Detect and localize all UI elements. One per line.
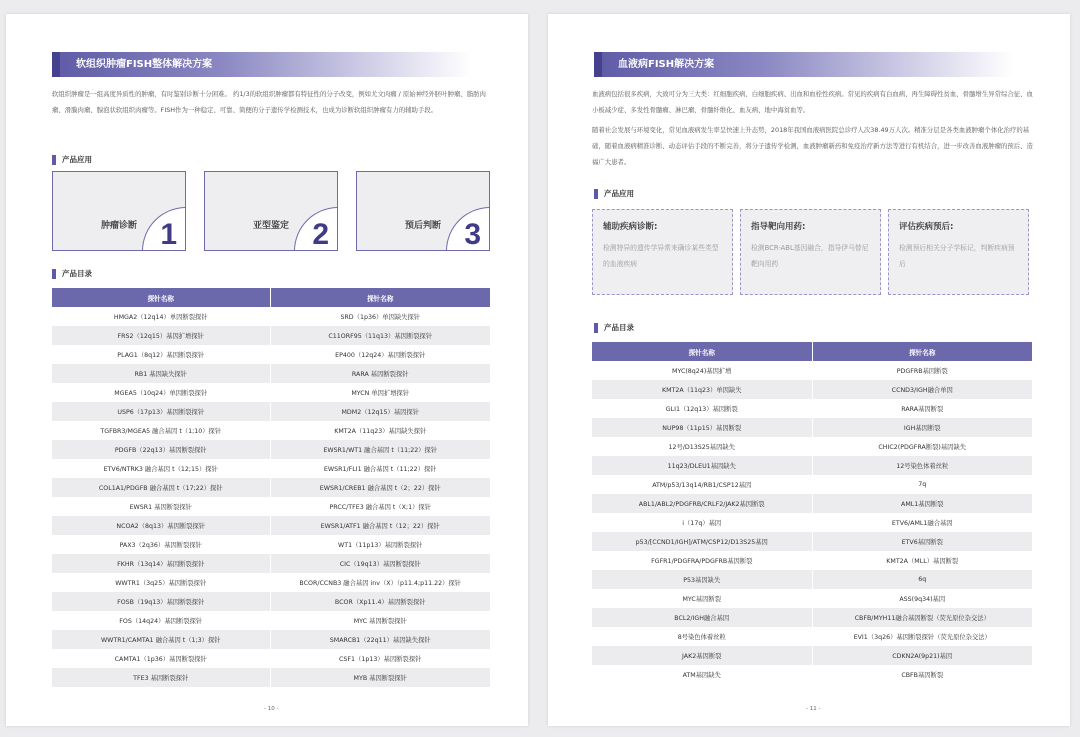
table-cell: FRS2（12q15）基因扩增探针 bbox=[52, 326, 270, 345]
table-cell: CDKN2A(9p21)基因 bbox=[812, 646, 1032, 665]
app-card-prognosis bbox=[356, 171, 490, 251]
table-cell: USP6（17p13）基因断裂探针 bbox=[52, 402, 270, 421]
table-cell: MDM2（12q15）基因探针 bbox=[270, 402, 490, 421]
table-row bbox=[52, 364, 490, 383]
table-cell: BCOR（Xp11.4）基因断裂探针 bbox=[270, 592, 490, 611]
app-card-label: 亚型鉴定 bbox=[252, 221, 289, 231]
table-row bbox=[592, 494, 1032, 513]
table-cell: P53基因缺失 bbox=[592, 570, 812, 589]
table-cell: C11ORF95（11q13）基因断裂探针 bbox=[270, 326, 490, 345]
table-cell: SMARCB1（22q11）基因缺失探针 bbox=[270, 630, 490, 649]
table-row bbox=[592, 665, 1032, 684]
table-cell: CIC（19q13）基因断裂探针 bbox=[270, 554, 490, 573]
table-cell: ETV6/AML1融合基因 bbox=[812, 513, 1032, 532]
table-cell: KMT2A（11q23）单因缺失 bbox=[592, 380, 812, 399]
table-row bbox=[52, 592, 490, 611]
table-cell: AML1基因断裂 bbox=[812, 494, 1032, 513]
section-heading-applications: 产品应用 bbox=[52, 154, 92, 166]
table-cell: ETV6基因断裂 bbox=[812, 532, 1032, 551]
table-cell: EWSR1/CREB1 融合基因 t（2；22）探针 bbox=[270, 478, 490, 497]
app-card-label: 肿瘤诊断 bbox=[100, 221, 137, 231]
table-row bbox=[52, 535, 490, 554]
page-title: 软组织肿瘤FISH整体解决方案 bbox=[52, 52, 472, 77]
table-cell: EWSR1/FLI1 融合基因 t（11;22）探针 bbox=[270, 459, 490, 478]
table-cell: PLAG1（8q12）基因断裂探针 bbox=[117, 352, 205, 359]
app-card-subtype bbox=[204, 171, 338, 251]
table-cell: ASS(9q34)基因 bbox=[812, 589, 1032, 608]
table-cell: FOS（14q24）基因断裂探针 bbox=[119, 618, 203, 625]
left-page bbox=[6, 14, 528, 726]
table-row bbox=[52, 459, 490, 478]
table-cell: KMT2A（MLL）基因断裂 bbox=[812, 551, 1032, 570]
table-cell: BCL2/IGH融合基因 bbox=[592, 608, 812, 627]
table-cell: ATM/p53/13q14/RB1/CSP12基因 bbox=[652, 482, 752, 489]
table-cell: RARA 基因断裂探针 bbox=[270, 364, 490, 383]
section-heading-catalog: 产品目录 bbox=[52, 268, 92, 280]
right-page bbox=[548, 14, 1070, 726]
column-header: 探针名称 bbox=[52, 288, 270, 307]
table-cell: EWSR1/WT1 融合基因 t（11;22）探针 bbox=[270, 440, 490, 459]
table-row bbox=[52, 440, 490, 459]
table-cell: 12号/D13S25基因缺失 bbox=[668, 444, 735, 451]
table-row bbox=[592, 551, 1032, 570]
table-cell: PDGFRB基因断裂 bbox=[812, 361, 1032, 380]
table-row bbox=[592, 589, 1032, 608]
table-cell: EVI1（3q26）基因断裂探针（荧光原位杂交法） bbox=[812, 627, 1032, 646]
table-cell: 6q bbox=[812, 570, 1032, 589]
app-card-number: 1 bbox=[160, 218, 177, 251]
table-cell: NUP98（11p15）基因断裂 bbox=[592, 418, 812, 437]
table-cell: FKHR（13q14）基因断裂探针 bbox=[52, 554, 270, 573]
app-card-prognosis bbox=[888, 209, 1029, 295]
table-cell: IGH基因断裂 bbox=[812, 418, 1032, 437]
app-card-label: 预后判断 bbox=[404, 221, 441, 231]
table-cell: 11q23/DLEU1基因缺失 bbox=[592, 456, 812, 475]
table-cell: FOSB（19q13）基因断裂探针 bbox=[52, 592, 270, 611]
table-cell: CBFB基因断裂 bbox=[812, 665, 1032, 684]
table-cell: WWTR1/CAMTA1 融合基因 t（1;3）探针 bbox=[52, 630, 270, 649]
table-row bbox=[592, 380, 1032, 399]
table-cell: WWTR1（3q25）基因断裂探针 bbox=[115, 580, 207, 587]
table-cell: TGFBR3/MGEA5 融合基因 t（1;10）探针 bbox=[100, 428, 222, 435]
table-row bbox=[592, 456, 1032, 475]
table-row bbox=[52, 668, 490, 687]
page-number: - 11 - bbox=[806, 706, 821, 712]
page-number: - 10 - bbox=[264, 706, 279, 712]
probe-table bbox=[52, 288, 490, 687]
app-card-title: 指导靶向用药: bbox=[751, 222, 806, 232]
table-row bbox=[52, 554, 490, 573]
table-row bbox=[592, 646, 1032, 665]
table-row bbox=[592, 513, 1032, 532]
table-cell: CBFB/MYH11融合基因断裂（荧光原位杂交法） bbox=[812, 608, 1032, 627]
table-cell: NCOA2（8q13）基因断裂探针 bbox=[52, 516, 270, 535]
column-header: 探针名称 bbox=[812, 342, 1032, 361]
table-row bbox=[592, 570, 1032, 589]
table-row bbox=[592, 627, 1032, 646]
table-cell: ATM基因缺失 bbox=[682, 672, 721, 679]
table-cell: COL1A1/PDGFB 融合基因 t（17;22）探针 bbox=[52, 478, 270, 497]
table-row bbox=[592, 361, 1032, 380]
table-cell: SRD（1p36）单因缺失探针 bbox=[270, 307, 490, 326]
table-row bbox=[52, 630, 490, 649]
table-row bbox=[52, 611, 490, 630]
table-cell: RARA基因断裂 bbox=[812, 399, 1032, 418]
intro-paragraph: 软组织肿瘤是一组高度异质性的肿瘤，有时鉴别诊断十分困难。 约1/3的软组织肿瘤都有特征性的分子改变，例如尤文肉瘤 / 原始神经外胚叶肿瘤、脂肪肉瘤、滑膜肉瘤、腺泡状软组织肉瘤等。FISH作为一种稳定、可靠、简便的分子遗传学检测技术，也成为诊断软组织肿瘤有力的辅助手段。 bbox=[52, 90, 486, 114]
table-cell: 7q bbox=[812, 475, 1032, 494]
table-cell: MYB 基因断裂探针 bbox=[270, 668, 490, 687]
table-cell: ABL1/ABL2/PDGFRB/CRLF2/JAK2基因断裂 bbox=[592, 494, 812, 513]
table-row bbox=[52, 345, 490, 364]
table-cell: 8号染色体着丝粒 bbox=[677, 634, 726, 641]
table-cell: CSF1（1p13）基因断裂探针 bbox=[270, 649, 490, 668]
app-card-targeted-drug bbox=[740, 209, 881, 295]
table-cell: MYC基因断裂 bbox=[682, 596, 722, 603]
table-cell: p53/[CCND1/IGH]/ATM/CSP12/D13S25基因 bbox=[592, 532, 812, 551]
table-cell: EWSR1/ATF1 融合基因 t（12；22）探针 bbox=[270, 516, 490, 535]
app-card-number: 2 bbox=[312, 218, 329, 251]
app-card-title: 评估疾病预后: bbox=[899, 222, 954, 232]
table-row bbox=[592, 475, 1032, 494]
app-card-desc: 检测特异的遗传学异常来确诊某些类型的血液疾病 bbox=[603, 244, 719, 268]
table-cell: 12号染色体着丝粒 bbox=[812, 456, 1032, 475]
app-card-diagnosis bbox=[52, 171, 186, 251]
table-row bbox=[52, 421, 490, 440]
table-row bbox=[52, 516, 490, 535]
table-row bbox=[52, 478, 490, 497]
table-cell: PDGFB（22q13）基因断裂探针 bbox=[52, 440, 270, 459]
table-row bbox=[52, 649, 490, 668]
app-card-title: 辅助疾病诊断: bbox=[603, 222, 658, 232]
table-cell: CHIC2(PDGFRA断裂)基因缺失 bbox=[812, 437, 1032, 456]
table-cell: GLI1（12q13）基因断裂 bbox=[665, 406, 738, 413]
table-cell: TFE3 基因断裂探针 bbox=[52, 668, 270, 687]
table-cell: MGEA5（10q24）单因断裂探针 bbox=[114, 390, 208, 397]
table-row bbox=[52, 573, 490, 592]
section-heading-catalog: 产品目录 bbox=[594, 322, 634, 334]
column-header: 探针名称 bbox=[592, 342, 812, 361]
probe-table bbox=[592, 342, 1032, 684]
table-header-row bbox=[52, 288, 490, 307]
table-cell: BCOR/CCNB3 融合基因 inv（X）（p11.4;p11.22）探针 bbox=[270, 573, 490, 592]
table-cell: HMGA2（12q14）单因断裂探针 bbox=[113, 314, 208, 321]
column-header: 探针名称 bbox=[270, 288, 490, 307]
table-cell: CAMTA1（1p36）基因断裂探针 bbox=[114, 656, 207, 663]
table-row bbox=[592, 399, 1032, 418]
page-title: 血液病FISH解决方案 bbox=[594, 52, 1014, 77]
section-heading-applications: 产品应用 bbox=[594, 188, 634, 200]
table-cell: FGFR1/PDGFRA/PDGFRB基因断裂 bbox=[651, 558, 753, 565]
table-row bbox=[592, 418, 1032, 437]
app-card-desc: 检测BCR-ABL基因融合，指导伊马替尼靶向用药 bbox=[751, 244, 869, 268]
table-cell: ETV6/NTRK3 融合基因 t（12;15）探针 bbox=[103, 466, 218, 473]
table-cell: EWSR1 基因断裂探针 bbox=[129, 504, 192, 511]
table-row bbox=[592, 608, 1032, 627]
table-cell: PAX3（2q36）基因断裂探针 bbox=[119, 542, 202, 549]
intro-paragraph-1: 血液病包括很多疾病，大致可分为三大类：红细胞疾病、白细胞疾病、出血和血栓性疾病。常见的疾病有白血病、再生障碍性贫血、骨髓增生异常综合征、血小板减少症、多发性骨髓瘤、淋巴瘤、骨髓纤维化、血友病、地中海贫血等。 bbox=[592, 90, 1033, 114]
table-cell: PRCC/TFE3 融合基因 t（X;1）探针 bbox=[270, 497, 490, 516]
table-row bbox=[592, 532, 1032, 551]
app-card-desc: 检测预后相关分子学标记，判断疾病预后 bbox=[899, 244, 1015, 268]
table-cell: KMT2A（11q23）基因缺失探针 bbox=[270, 421, 490, 440]
table-cell: CCND3/IGH融合单因 bbox=[812, 380, 1032, 399]
app-card-diagnosis bbox=[592, 209, 733, 295]
table-cell: MYC(8q24)基因扩增 bbox=[672, 368, 732, 375]
table-row bbox=[52, 326, 490, 345]
table-row bbox=[52, 383, 490, 402]
intro-paragraph-2: 随着社会发展与环境变化，常见血液病发生率呈快速上升态势，2018年我国血液病医院总诊疗人次38.49万人次。精准分层是各类血液肿瘤个体化治疗的基础，随着血液病精准诊断、动态评估手段的不断完善，将分子遗传学检测，血液肿瘤新药和免疫治疗新方法等进行有机结合，进一步改善血液肿瘤的预后、造福广大患者。 bbox=[592, 126, 1033, 166]
table-header-row bbox=[592, 342, 1032, 361]
table-row bbox=[52, 307, 490, 326]
table-cell: RB1 基因缺失探针 bbox=[52, 364, 270, 383]
table-cell: MYC 基因断裂探针 bbox=[270, 611, 490, 630]
table-cell: MYCN 单因扩增探针 bbox=[270, 383, 490, 402]
table-cell: WT1（11p13）基因断裂探针 bbox=[270, 535, 490, 554]
app-card-number: 3 bbox=[464, 218, 481, 251]
table-row bbox=[52, 402, 490, 421]
table-cell: JAK2基因断裂 bbox=[592, 646, 812, 665]
table-row bbox=[52, 497, 490, 516]
table-cell: i（17q）基因 bbox=[682, 520, 722, 527]
table-cell: EP400（12q24）基因断裂探针 bbox=[270, 345, 490, 364]
table-row bbox=[592, 437, 1032, 456]
